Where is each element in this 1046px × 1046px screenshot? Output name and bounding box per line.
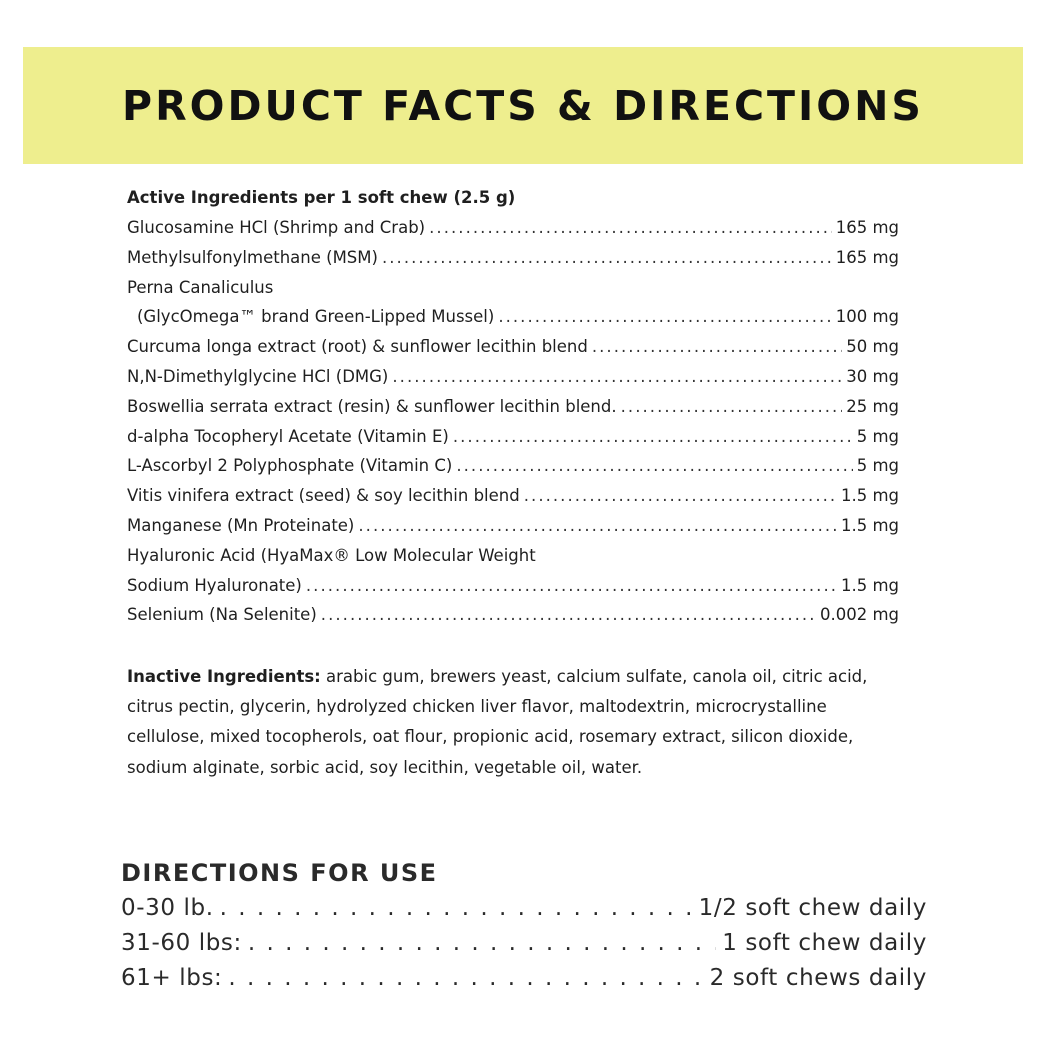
dot-leader — [592, 332, 842, 362]
ingredient-name: Curcuma longa extract (root) & sunflower lecithin blend — [127, 337, 588, 357]
inactive-ingredients-text: arabic gum, brewers yeast, calcium sulfate, canola oil, citric acid, citrus pectin, glycerin, hydrolyzed chicken liver flavor, maltodextrin, microcrystalline cellulose, mixed tocopherols, oat flour, propionic acid, rosemary extract, silicon dioxide, sodium alginate, sorbic acid, soy lecithin, vegetable oil, water. — [127, 667, 868, 777]
ingredient-name: Glucosamine HCl (Shrimp and Crab) — [127, 218, 426, 237]
ingredient-row — [127, 571, 899, 601]
active-ingredients-heading: Active Ingredients per 1 soft chew (2.5 g) — [127, 188, 516, 207]
dot-leader — [358, 511, 837, 541]
ingredient-row — [127, 511, 899, 541]
ingredient-name: Sodium Hyaluronate) — [127, 575, 302, 595]
ingredient-row — [127, 362, 899, 392]
ingredient-name: Perna Canaliculus — [127, 277, 274, 297]
ingredient-row — [127, 273, 899, 303]
weight-range: 61+ lbs: — [121, 965, 223, 991]
dosage-row — [121, 926, 927, 961]
weight-range: 31-60 lbs: — [121, 930, 242, 956]
ingredient-name: Manganese (Mn Proteinate) — [127, 515, 355, 535]
ingredient-amount: 30 mg — [846, 366, 899, 386]
ingredient-amount: 1.5 mg — [840, 515, 899, 535]
directions-heading: DIRECTIONS FOR USE — [121, 859, 438, 887]
dot-leader — [498, 302, 831, 332]
ingredient-amount: 0.002 mg — [819, 605, 899, 625]
dot-leader — [453, 422, 853, 452]
dot-leader — [220, 891, 693, 926]
ingredient-row — [127, 600, 899, 630]
ingredient-name: (GlycOmega™ brand Green-Lipped Mussel) — [137, 307, 495, 327]
dot-leader — [392, 362, 842, 392]
ingredient-name: Selenium (Na Selenite) — [127, 605, 317, 625]
ingredient-amount: 100 mg — [835, 307, 899, 327]
active-ingredients-section — [127, 183, 899, 630]
dot-leader — [248, 926, 716, 961]
ingredient-name: d-alpha Tocopheryl Acetate (Vitamin E) — [127, 426, 449, 446]
ingredient-row — [127, 332, 899, 362]
ingredient-name: L-Ascorbyl 2 Polyphosphate (Vitamin C) — [127, 456, 453, 476]
ingredient-row — [127, 451, 899, 481]
dosage-amount: 2 soft chews daily — [709, 965, 927, 991]
ingredient-amount: 5 mg — [856, 426, 899, 446]
ingredient-row — [127, 302, 899, 332]
dot-leader — [382, 243, 832, 273]
ingredient-name: Boswellia serrata extract (resin) & sunflower lecithin blend. — [127, 396, 617, 416]
ingredient-amount: 1.5 mg — [840, 575, 899, 595]
ingredient-row — [127, 392, 899, 422]
dot-leader — [456, 451, 852, 481]
ingredient-name: Methylsulfonylmethane (MSM) — [127, 247, 378, 267]
dot-leader — [621, 392, 843, 422]
ingredient-name: Hyaluronic Acid (HyaMax® Low Molecular Weight — [127, 545, 536, 565]
dosage-amount: 1 soft chew daily — [722, 930, 927, 956]
page-title: PRODUCT FACTS & DIRECTIONS — [122, 81, 924, 130]
dot-leader — [306, 571, 837, 601]
dosage-row — [121, 891, 927, 926]
title-banner — [23, 47, 1023, 164]
ingredient-row — [127, 541, 899, 571]
ingredient-amount: 5 mg — [856, 456, 899, 476]
ingredient-row — [127, 481, 899, 511]
dosage-amount: 1/2 soft chew daily — [698, 895, 927, 921]
dot-leader — [321, 600, 816, 630]
dot-leader — [228, 961, 703, 996]
ingredient-amount: 25 mg — [846, 396, 899, 416]
ingredient-row — [127, 243, 899, 273]
ingredient-amount: 50 mg — [846, 337, 899, 357]
dosage-row — [121, 961, 927, 996]
weight-range: 0-30 lb. — [121, 895, 214, 921]
directions-section — [121, 855, 927, 996]
ingredient-row — [127, 422, 899, 452]
inactive-ingredients-section — [127, 662, 907, 783]
ingredient-amount: 165 mg — [835, 218, 899, 237]
ingredient-name: N,N-Dimethylglycine HCl (DMG) — [127, 366, 389, 386]
ingredient-amount: 165 mg — [835, 247, 899, 267]
dot-leader — [524, 481, 837, 511]
ingredient-name: Vitis vinifera extract (seed) & soy lecithin blend — [127, 486, 520, 506]
ingredient-amount: 1.5 mg — [840, 486, 899, 506]
ingredient-row — [127, 213, 899, 243]
dot-leader — [429, 213, 832, 243]
inactive-ingredients-label: Inactive Ingredients: — [127, 667, 321, 686]
